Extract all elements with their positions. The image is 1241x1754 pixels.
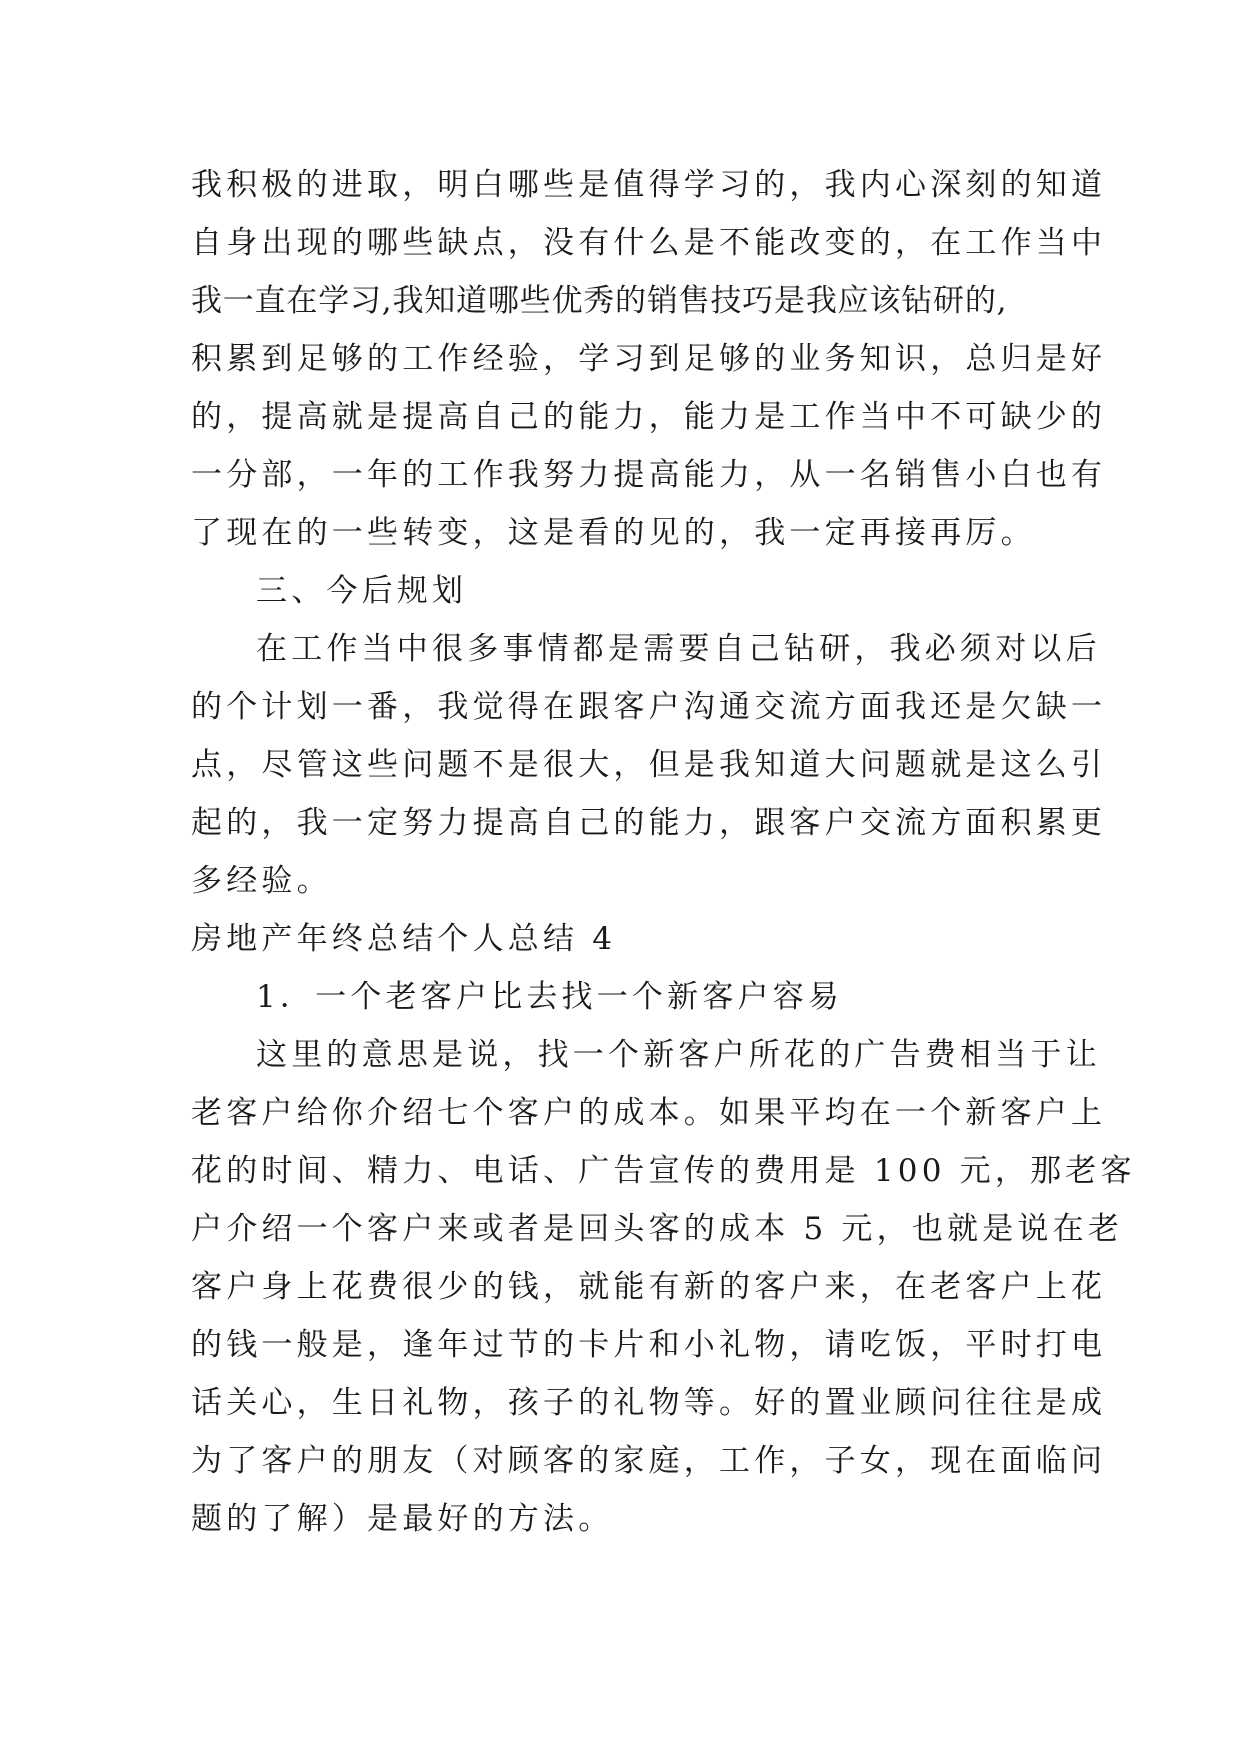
text-line: 点，尽管这些问题不是很大，但是我知道大问题就是这么引 bbox=[191, 747, 1107, 783]
text-line: 的钱一般是，逢年过节的卡片和小礼物，请吃饭，平时打电 bbox=[191, 1327, 1107, 1363]
paragraph-first-line: 这里的意思是说，找一个新客户所花的广告费相当于让 bbox=[256, 1037, 1101, 1073]
text-line: 多经验。 bbox=[191, 863, 332, 899]
text-line: 的，提高就是提高自己的能力，能力是工作当中不可缺少的 bbox=[191, 399, 1107, 435]
section-heading: 三、今后规划 bbox=[256, 573, 468, 609]
text-line: 一分部，一年的工作我努力提高能力，从一名销售小白也有 bbox=[191, 457, 1107, 493]
text-line: 我积极的进取，明白哪些是值得学习的，我内心深刻的知道 bbox=[191, 167, 1107, 203]
document-title: 房地产年终总结个人总结 4 bbox=[191, 921, 617, 957]
text-line: 我一直在学习,我知道哪些优秀的销售技巧是我应该钻研的, bbox=[191, 283, 1008, 319]
text-line: 话关心，生日礼物，孩子的礼物等。好的置业顾问往往是成 bbox=[191, 1385, 1107, 1421]
text-line: 为了客户的朋友（对顾客的家庭，工作，子女，现在面临问 bbox=[191, 1443, 1107, 1479]
text-line: 自身出现的哪些缺点，没有什么是不能改变的，在工作当中 bbox=[191, 225, 1107, 261]
text-line: 起的，我一定努力提高自己的能力，跟客户交流方面积累更 bbox=[191, 805, 1107, 841]
text-line: 客户身上花费很少的钱，就能有新的客户来，在老客户上花 bbox=[191, 1269, 1107, 1305]
text-line: 题的了解）是最好的方法。 bbox=[191, 1501, 614, 1537]
text-line: 积累到足够的工作经验，学习到足够的业务知识，总归是好 bbox=[191, 341, 1107, 377]
text-line: 花的时间、精力、电话、广告宣传的费用是 100 元，那老客 bbox=[191, 1153, 1136, 1189]
text-line: 了现在的一些转变，这是看的见的，我一定再接再厉。 bbox=[191, 515, 1036, 551]
text-line: 户介绍一个客户来或者是回头客的成本 5 元，也就是说在老 bbox=[191, 1211, 1124, 1247]
numbered-heading: 1．一个老客户比去找一个新客户容易 bbox=[256, 979, 844, 1015]
text-line: 的个计划一番，我觉得在跟客户沟通交流方面我还是欠缺一 bbox=[191, 689, 1107, 725]
text-line: 老客户给你介绍七个客户的成本。如果平均在一个新客户上 bbox=[191, 1095, 1107, 1131]
paragraph-first-line: 在工作当中很多事情都是需要自己钻研，我必须对以后 bbox=[256, 631, 1101, 667]
